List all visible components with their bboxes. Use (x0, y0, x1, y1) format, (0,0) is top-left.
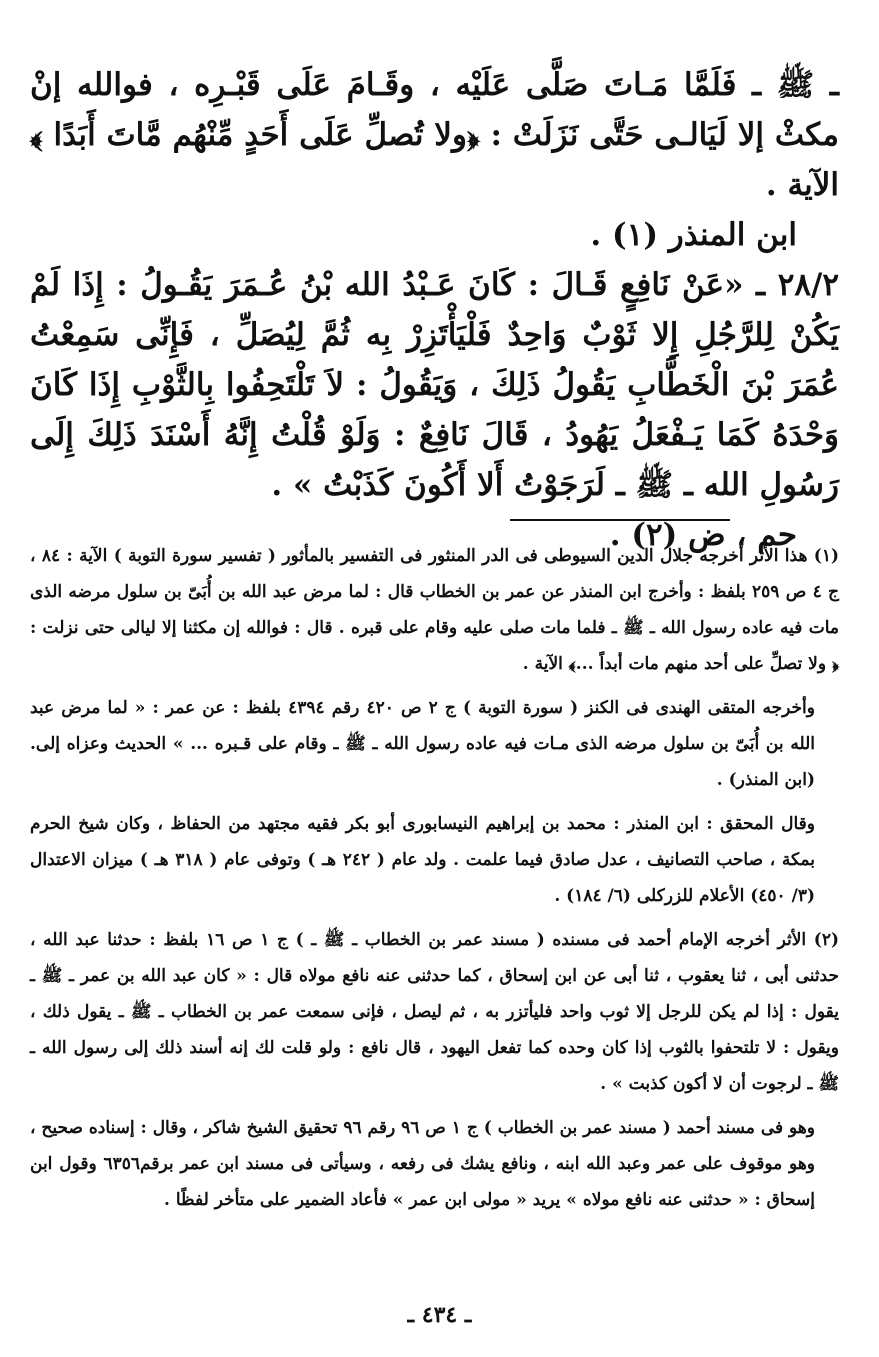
footnote-1-kanz: وأخرجه المتقى الهندى فى الكنز ( سورة التوبة ) ج ٢ ص ٤٢٠ رقم ٤٣٩٤ بلفظ : عن عمر : « لما مرض عبد الله بن أُبَىّ بن سلول مرضه الذى مـات فيه عاده رسول الله ـ ﷺ ـ وقام على قـبره ... » الحديث وعزاه إلى. (ابن المنذر) . (30, 698, 815, 790)
source-line-2: حم ، ض (٢) . (609, 517, 797, 553)
footnote-1-editor: وقال المحقق : ابن المنذر : محمد بن إبراهيم النيسابورى أبو بكر فقيه مجتهد من الحفاظ ، وكان شيخ الحرم بمكة ، صاحب التصانيف ، عدل صادق فيما علمت . ولد عام ( ٢٤٢ هـ ) وتوفى عام ( ٣١٨ هـ ) ميزان الاعتدال (٣/ ٤٥٠) الأعلام للزركلى (٦/ ١٨٤) . (30, 814, 815, 906)
hadith-paragraph-2: ٢٨/٢ ـ «عَنْ نَافِعٍ قَـالَ : كَانَ عَـبْدُ الله بْنُ عُـمَرَ يَقُـولُ : إِذَا لَمْ يَكُنْ لِلرَّجُلِ إِلا ثَوْبٌ وَاحِدٌ فَلْيَأْتَزِرْ بِه ثُمَّ لِيُصَلِّ ، فَإِنِّى سَمِعْتُ عُمَرَ بْنَ الْخَطَّابِ يَقُولُ ذَلِكَ ، وَيَقُولُ : لاَ تَلْتَحِفُوا بِالثَّوْبِ إِذَا كَانَ وَحْدَهُ كَمَا يَـفْعَلُ يَهُودُ ، قَالَ نَافِعٌ : وَلَوْ قُلْتُ إِنَّهُ أَسْنَدَ ذَلِكَ إِلَى رَسُولِ الله ـ ﷺ ـ لَرَجَوْتُ أَلا أَكُونَ كَذَبْتُ » . (30, 267, 839, 503)
page-number: ـ ٤٣٤ ـ (407, 1302, 472, 1328)
source-line-1: ابن المنذر (١) . (590, 217, 797, 253)
main-text (30, 60, 839, 560)
footnote-1: (١) هذا الأثر أخرجه جلال الدين السيوطى فى الدر المنثور فى التفسير بالمأثور ( تفسير سورة التوبة ) الآية : ٨٤ ، ج ٤ ص ٢٥٩ بلفظ : وأخرج ابن المنذر عن عمر بن الخطاب قال : لما مرض عبد الله بن أُبَىّ بن سلول مرضه الذى مات فيه عاده رسول الله ـ ﷺ ـ فلما مات صلى عليه وقام على قبره . قال : فوالله إن مكثنا إلا ليالى حتى نزلت : ﴿ ولا تصلِّ على أحد منهم مات أبداً ...﴾ الآية . (30, 546, 839, 674)
hadith-paragraph-1: ـ ﷺ ـ فَلَمَّا مَـاتَ صَلَّى عَلَيْه ، وقَـامَ عَلَى قَبْـرِه ، فوالله إنْ مكثْ إلا لَيَالـى حَتَّى نَزَلَتْ : ﴿ولا تُصلِّ عَلَى أَحَدٍ مِّنْهُم مَّاتَ أَبَدًا ﴾ الآية . (30, 67, 839, 203)
footnote-2-musnad: وهو فى مسند أحمد ( مسند عمر بن الخطاب ) ج ١ ص ٩٦ رقم ٩٦ تحقيق الشيخ شاكر ، وقال : إسناده صحيح ، وهو موقوف على عمر وعبد الله ابنه ، ونافع يشك فى رفعه ، وسيأتى فى مسند ابن عمر برقم٦٣٥٦ وقول ابن إسحاق : « حدثنى عنه نافع مولاه » يريد « مولى ابن عمر » فأعاد الضمير على متأخر لفظًا . (30, 1118, 816, 1210)
footnote-separator (510, 519, 730, 521)
footnotes (30, 538, 839, 1226)
footnote-2: (٢) الأثر أخرجه الإمام أحمد فى مسنده ( مسند عمر بن الخطاب ـ ﷺ ـ ) ج ١ ص ١٦ بلفظ : حدثنا عبد الله ، حدثنى أبى ، ثنا يعقوب ، ثنا أبى عن ابن إسحاق ، كما حدثنى عنه نافع مولاه قال : « كان عبد الله بن عمر ـ ﷺ ـ يقول : إذا لم يكن للرجل إلا ثوب واحد فليأتزر به ، ثم ليصل ، فإنى سمعت عمر بن الخطاب ـ ﷺ ـ يقول ذلك ، ويقول : لا تلتحفوا بالثوب إذا كان وحده كما تفعل اليهود ، قال نافع : ولو قلت لك إنه أسند ذلك إلى رسول الله ـ ﷺ ـ لرجوت أن لا أكون كذبت » . (30, 930, 840, 1094)
